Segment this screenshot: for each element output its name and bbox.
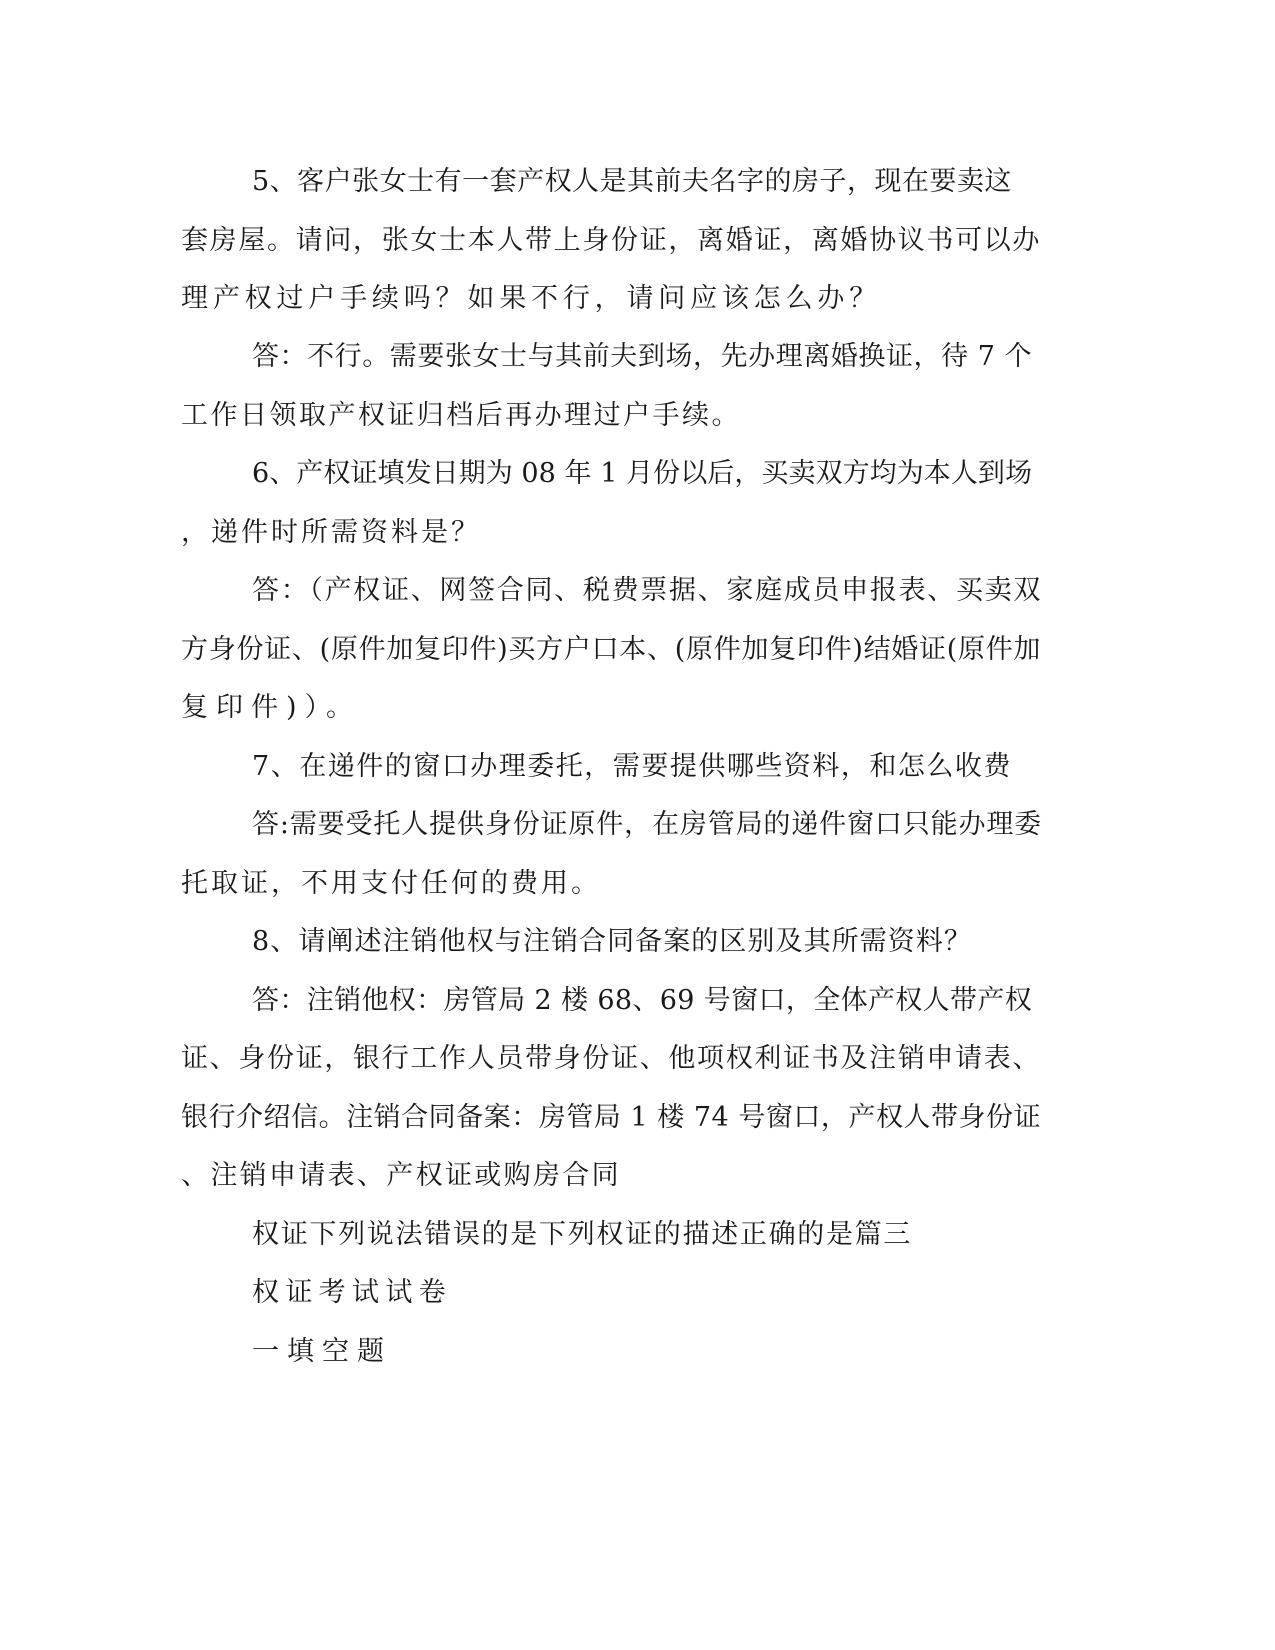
question-6-line-1: 6、产权证填发日期为 08 年 1 月份以后，买卖双方均为本人到场	[252, 458, 1033, 489]
answer-7-line-2: 托取证，不用支付任何的费用。	[181, 868, 601, 899]
answer-7-line-1: 答:需要受托人提供身份证原件，在房管局的递件窗口只能办理委	[252, 809, 1043, 840]
exam-title: 权证考试试卷	[252, 1277, 452, 1308]
answer-8-line-3: 银行介绍信。注销合同备案：房管局 1 楼 74 号窗口，产权人带身份证	[181, 1102, 1042, 1133]
answer-8-line-4: 、注销申请表、产权证或购房合同	[181, 1160, 621, 1191]
question-5-line-1: 5、客户张女士有一套产权人是其前夫名字的房子，现在要卖这	[252, 166, 1012, 197]
answer-8-line-1: 答：注销他权：房管局 2 楼 68、69 号窗口，全体产权人带产权	[252, 985, 1033, 1016]
section-heading: 权证下列说法错误的是下列权证的描述正确的是篇三	[252, 1219, 913, 1250]
question-8-line-1: 8、请阐述注销他权与注销合同备案的区别及其所需资料？	[252, 926, 972, 957]
question-5-line-2: 套房屋。请问，张女士本人带上身份证，离婚证，离婚协议书可以办	[181, 225, 1042, 256]
answer-6-line-2: 方身份证、(原件加复印件)买方户口本、(原件加复印件)结婚证(原件加	[181, 634, 1042, 665]
answer-5-line-2: 工作日领取产权证归档后再办理过户手续。	[181, 400, 741, 431]
answer-6-line-1: 答：（产权证、网签合同、税费票据、家庭成员申报表、买卖双	[252, 575, 1043, 606]
answer-6-line-3: 复印件)）。	[181, 692, 361, 723]
fill-blank-heading: 一填空题	[252, 1336, 392, 1367]
question-5-line-3: 理产权过户手续吗？如果不行，请问应该怎么办？	[181, 283, 882, 314]
question-6-line-2: ，递件时所需资料是？	[181, 517, 481, 548]
answer-5-line-1: 答：不行。需要张女士与其前夫到场，先办理离婚换证，待 7 个	[252, 341, 1033, 372]
answer-8-line-2: 证、身份证，银行工作人员带身份证、他项权利证书及注销申请表、	[181, 1043, 1042, 1074]
question-7-line-1: 7、在递件的窗口办理委托，需要提供哪些资料，和怎么收费	[252, 751, 1012, 782]
